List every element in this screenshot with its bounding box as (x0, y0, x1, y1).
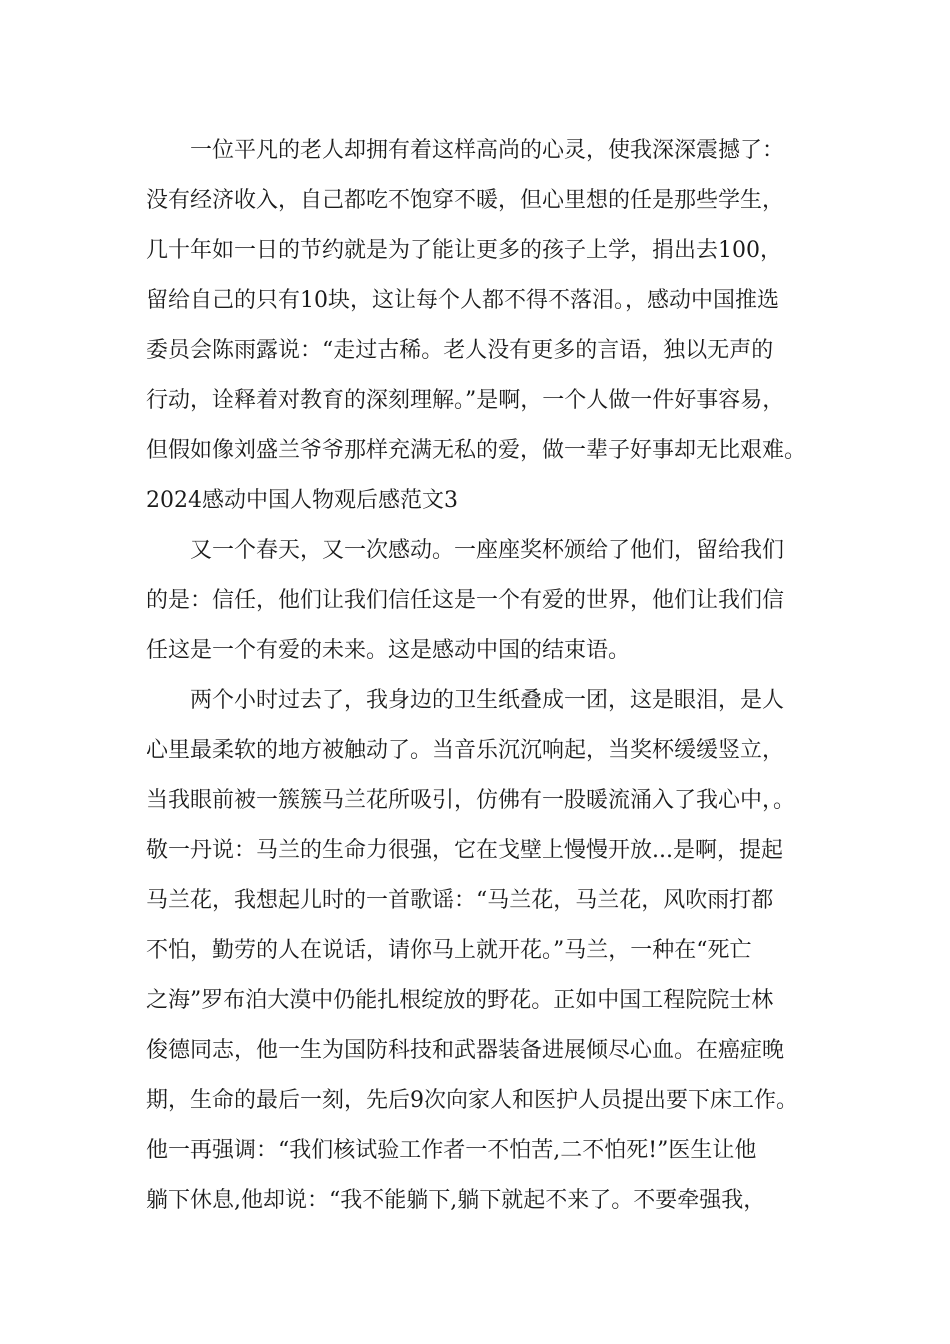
paragraph-line: 两个小时过去了，我身边的卫生纸叠成一团，这是眼泪，是人 (190, 688, 785, 713)
paragraph-line: 又一个春天，又一次感动。一座座奖杯颁给了他们，留给我们 (190, 538, 785, 563)
paragraph-line: 躺下休息,他却说：“我不能躺下,躺下就起不来了。不要牵强我， (146, 1188, 766, 1213)
paragraph-line: 心里最柔软的地方被触动了。当音乐沉沉响起，当奖杯缓缓竖立， (146, 738, 785, 763)
paragraph-line: 没有经济收入，自己都吃不饱穿不暖，但心里想的任是那些学生， (146, 188, 785, 213)
paragraph-line: 马兰花，我想起儿时的一首歌谣：“马兰花，马兰花，风吹雨打都 (146, 888, 774, 913)
paragraph-line: 任这是一个有爱的未来。这是感动中国的结束语。 (146, 638, 631, 663)
paragraph-line: 委员会陈雨露说：“走过古稀。老人没有更多的言语，独以无声的 (146, 338, 774, 363)
paragraph-line: 一位平凡的老人却拥有着这样高尚的心灵，使我深深震撼了： (190, 138, 785, 163)
paragraph-line: 但假如像刘盛兰爷爷那样充满无私的爱，做一辈子好事却无比艰难。 (146, 438, 807, 463)
section-heading: 2024感动中国人物观后感范文3 (146, 488, 458, 513)
paragraph-line: 不怕，勤劳的人在说话，请你马上就开花。”马兰，一种在“死亡 (146, 938, 752, 963)
paragraph-line: 当我眼前被一簇簇马兰花所吸引，仿佛有一股暖流涌入了我心中，。 (146, 788, 796, 813)
paragraph-line: 他一再强调：“我们核试验工作者一不怕苦,二不怕死!”医生让他 (146, 1138, 757, 1163)
paragraph-line: 俊德同志，他一生为国防科技和武器装备进展倾尽心血。在癌症晚 (146, 1038, 785, 1063)
paragraph-line: 期，生命的最后一刻，先后9次向家人和医护人员提出要下床工作。 (146, 1088, 798, 1113)
paragraph-line: 之海”罗布泊大漠中仍能扎根绽放的野花。正如中国工程院院士林 (146, 988, 774, 1013)
paragraph-line: 几十年如一日的节约就是为了能让更多的孩子上学，捐出去100， (146, 238, 782, 263)
paragraph-line: 留给自己的只有10块，这让每个人都不得不落泪。，感动中国推选 (146, 288, 779, 313)
paragraph-line: 行动，诠释着对教育的深刻理解。”是啊，一个人做一件好事容易， (146, 388, 785, 413)
paragraph-line: 敬一丹说：马兰的生命力很强，它在戈壁上慢慢开放...是啊，提起 (146, 838, 783, 863)
paragraph-line: 的是：信任，他们让我们信任这是一个有爱的世界，他们让我们信 (146, 588, 785, 613)
